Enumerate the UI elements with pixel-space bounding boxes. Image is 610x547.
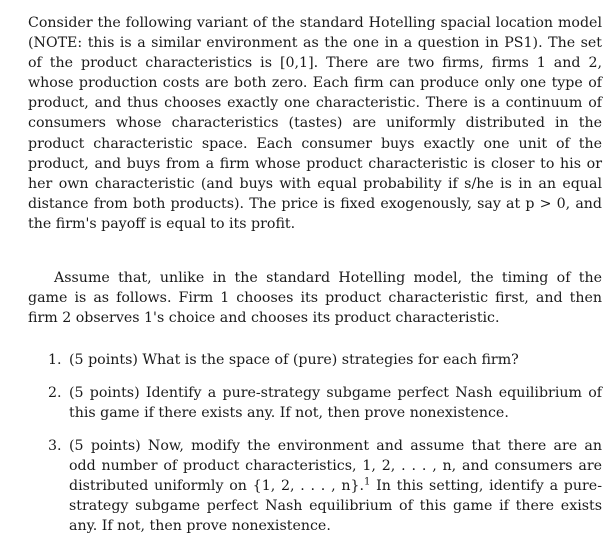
question-2 xyxy=(28,383,602,423)
question-1 xyxy=(28,350,602,370)
question-text-continued: In this setting, identify a pure-strategy subgame perfect Nash equilibrium of this game if there exists any. If not, then prove nonexistence. xyxy=(69,478,602,535)
question-text: (5 points) Identify a pure-strategy subgame perfect Nash equilibrium of this game if there exists any. If not, then prove nonexistence. xyxy=(69,385,602,422)
question-number: 2. xyxy=(48,385,62,401)
footnote-mark: 1 xyxy=(364,476,371,488)
question-3 xyxy=(28,436,602,536)
question-number: 3. xyxy=(48,438,62,454)
question-text: (5 points) What is the space of (pure) strategies for each firm? xyxy=(69,352,519,368)
intro-paragraph: Consider the following variant of the standard Hotelling spacial location model (NOTE: this is a similar environment as the one in a question in PS1). The set of the product characteristics is [0,1]. There are two firms, firms 1 and 2, whose production costs are both zero. Each firm can produce only one type of product, and thus chooses exactly one characteristic. There is a continuum of consumers whose characteristics (tastes) are uniformly distributed in the product characteristic space. Each consumer buys exactly one unit of the product, and buys from a firm whose product characteristic is closer to his or her own characteristic (and buys with equal probability if s/he is in an equal distance from both products). The price is fixed exogenously, say at p > 0, and the firm's payoff is equal to its profit. xyxy=(28,15,602,232)
timing-paragraph: Assume that, unlike in the standard Hotelling model, the timing of the game is as follows. Firm 1 chooses its product characteristic first, and then firm 2 observes 1's choice and chooses its product characteristic. xyxy=(28,270,602,327)
question-number: 1. xyxy=(48,352,62,368)
question-text: (5 points) Now, modify the environment and assume that there are an odd number of product characteristics, 1, 2, . . . , n, and consumers are distributed uniformly on {1, 2, . . . , n}. xyxy=(69,438,602,495)
